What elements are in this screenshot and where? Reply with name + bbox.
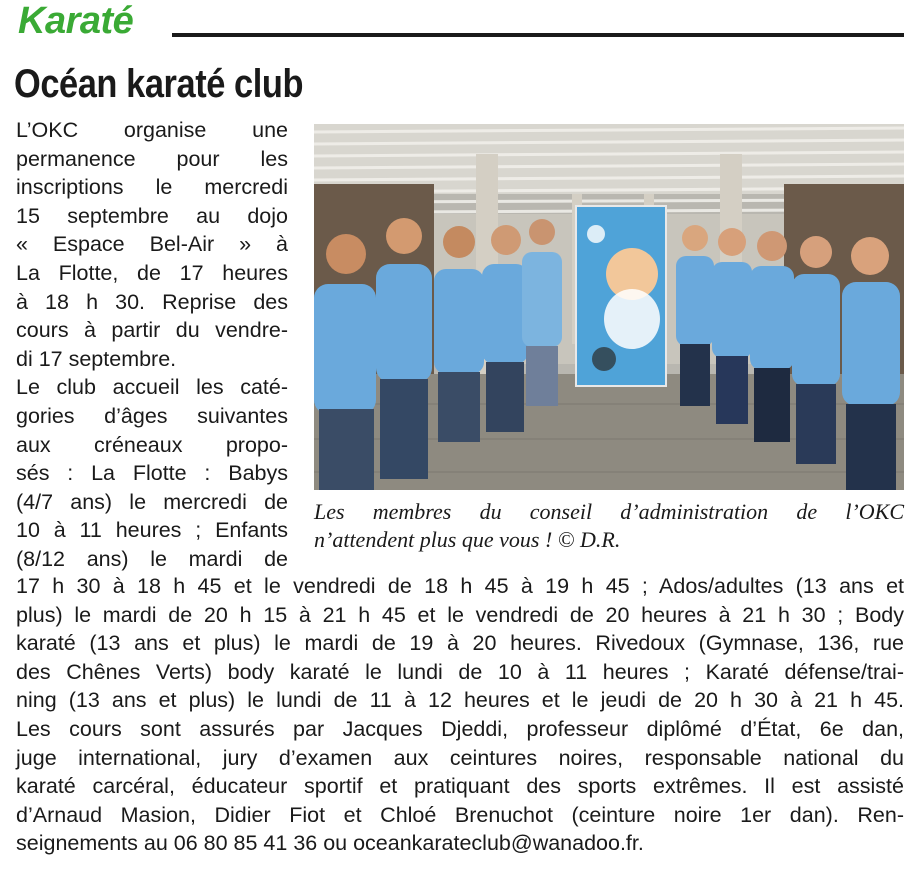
text-line: permanence pour les — [16, 146, 288, 171]
text-line: sés : La Flotte : Babys — [16, 461, 288, 486]
text-line: des Chênes Verts) body karaté le lundi de 10 à 11 heures ; Karaté défense/trai- — [16, 659, 904, 684]
text-line: karaté (13 ans et plus) le mardi de 19 à 20 heures. Rivedoux (Gymnase, 136, rue — [16, 631, 904, 656]
section-rubric: Karaté — [18, 0, 134, 42]
text-line: d’Arnaud Masion, Didier Fiot et Chloé Brenuchot (ceinture noire 1er dan). Ren- — [16, 802, 904, 827]
text-line: (8/12 ans) le mardi de — [16, 546, 288, 571]
article-column-text — [16, 116, 288, 574]
text-line: di 17 septembre. — [16, 346, 177, 371]
article-body-wide — [16, 572, 904, 858]
text-line: « Espace Bel-Air » à — [16, 232, 288, 257]
article-title: Océan karaté club — [14, 62, 304, 106]
text-line: juge international, jury d’examen aux ceintures noires, responsable national du — [16, 745, 904, 770]
caption-line: n’attendent plus que vous ! © D.R. — [314, 527, 621, 552]
text-line: (4/7 ans) le mercredi de — [16, 489, 288, 514]
text-line: L’OKC organise une — [16, 118, 288, 142]
text-line: inscriptions le mercredi — [16, 175, 288, 200]
text-line: gories d’âges suivantes — [16, 403, 288, 428]
text-line: 17 h 30 à 18 h 45 et le vendredi de 18 h 45 à 19 h 45 ; Ados/adultes (13 ans et — [16, 574, 904, 598]
text-line: ning (13 ans et plus) le lundi de 11 à 12 heures et le jeudi de 20 h 30 à 21 h 45. — [16, 688, 904, 713]
text-line: Le club accueil les caté- — [16, 375, 288, 400]
text-line: cours à partir du vendre- — [16, 318, 288, 343]
text-line: Les cours sont assurés par Jacques Djeddi, professeur diplômé d’État, 6e dan, — [16, 716, 904, 741]
caption-line: Les membres du conseil d’administration de l’OKC — [314, 499, 904, 524]
text-line: 15 septembre au dojo — [16, 203, 288, 228]
text-line: à 18 h 30. Reprise des — [16, 289, 288, 314]
text-line: aux créneaux propo- — [16, 432, 288, 457]
text-line: La Flotte, de 17 heures — [16, 260, 288, 285]
photo-illustration — [314, 124, 904, 490]
text-line: seignements au 06 80 85 41 36 ou oceankarateclub@wanadoo.fr. — [16, 831, 644, 856]
text-line: 10 à 11 heures ; Enfants — [16, 518, 288, 543]
rubric-divider — [172, 33, 904, 37]
text-line: plus) le mardi de 20 h 15 à 21 h 45 et le vendredi de 20 heures à 21 h 30 ; Body — [16, 602, 904, 627]
club-photo — [314, 124, 904, 490]
text-line: karaté carcéral, éducateur sportif et pratiquant des sports extrêmes. Il est assisté — [16, 774, 904, 799]
photo-caption — [314, 498, 904, 554]
